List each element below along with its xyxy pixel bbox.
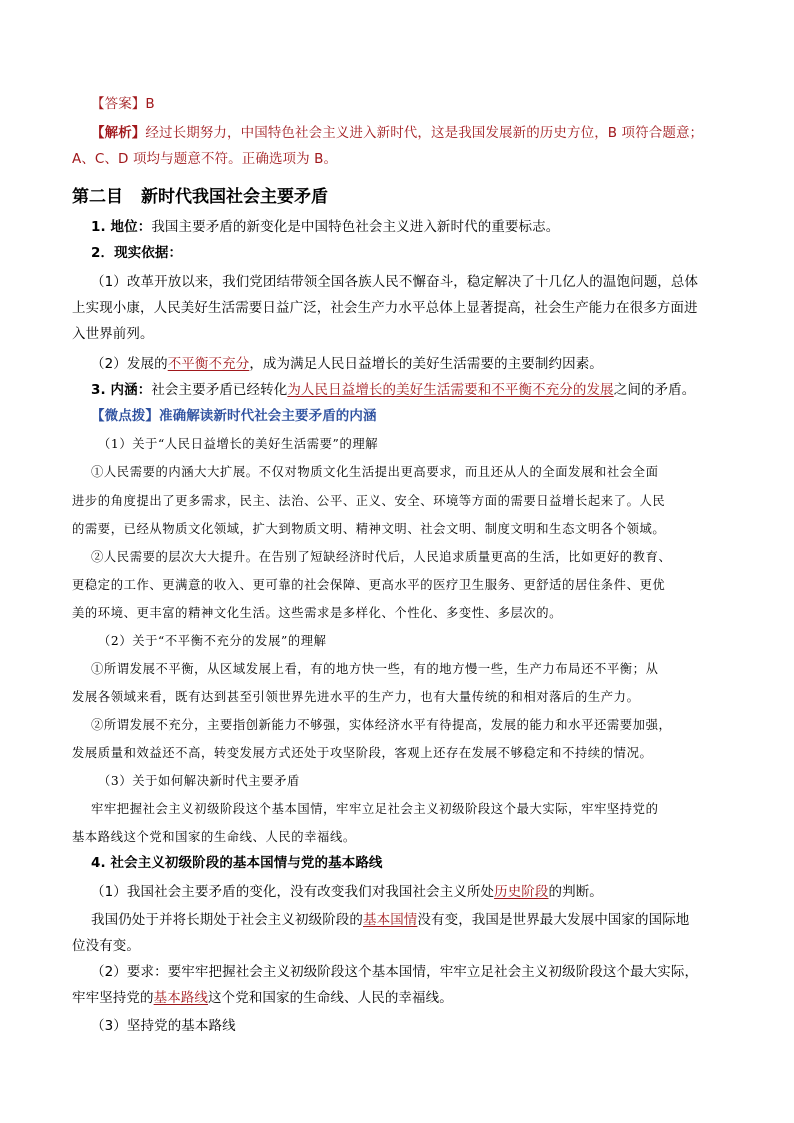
tip-2-b-line-2: 发展质量和效益还不高，转变发展方式还处于攻坚阶段，客观上还存在发展不够稳定和不持续的情况。 xyxy=(72,746,653,760)
point-2-2-post: ，成为满足人民日益增长的美好生活需要的主要制约因素。 xyxy=(249,356,603,372)
point-4-2-line-1: （2）要求：要牢牢把握社会主义初级阶段这个基本国情，牢牢立足社会主义初级阶段这个最大实际， xyxy=(91,964,699,980)
point-2-1-line-2: 上实现小康，人民美好生活需要日益广泛，社会生产力水平总体上显著提高，社会生产能力在很多方面进 xyxy=(72,300,698,316)
point-4-1-post: 的判断。 xyxy=(548,884,603,900)
analysis-line-1 xyxy=(72,123,747,143)
point-4-1b-line-2: 位没有变。 xyxy=(72,938,140,954)
point-4-3-head: （3）坚持党的基本路线 xyxy=(91,1018,236,1034)
tip-title: 准确解读新时代社会主要矛盾的内涵 xyxy=(159,408,377,424)
point-3-post: 之间的矛盾。 xyxy=(613,382,696,398)
tip-2-b-line-1: ②所谓发展不充分，主要指创新能力不够强，实体经济水平有待提高，发展的能力和水平还需要加强， xyxy=(91,718,672,732)
tip-2-a-line-1: ①所谓发展不平衡，从区域发展上看，有的地方快一些，有的地方慢一些，生产力布局还不平衡；从 xyxy=(91,662,659,676)
tip-1-a-line-3: 的需要，已经从物质文化领域，扩大到物质文明、精神文明、社会文明、制度文明和生态文明各个领域。 xyxy=(72,522,666,536)
tip-heading xyxy=(72,406,747,426)
point-4-2-post: 这个党和国家的生命线、人民的幸福线。 xyxy=(208,990,453,1006)
section-heading xyxy=(72,185,328,209)
tip-1-b-line-2: 更稳定的工作、更满意的收入、更可靠的社会保障、更高水平的医疗卫生服务、更舒适的居住条件、更优 xyxy=(72,578,666,592)
point-4-2-pre: 牢牢坚持党的 xyxy=(72,990,154,1006)
point-2-2 xyxy=(72,354,747,374)
point-4-1b-pre: 我国仍处于并将长期处于社会主义初级阶段的 xyxy=(91,912,363,928)
point-2-1-line-1: （1）改革开放以来，我们党团结带领全国各族人民不懈奋斗，稳定解决了十几亿人的温饱问题，总体 xyxy=(91,274,699,290)
tip-1-b-line-1: ②人民需要的层次大大提升。在告别了短缺经济时代后，人民追求质量更高的生活，比如更好的教育、 xyxy=(91,550,672,564)
point-4-1-key: 历史阶段 xyxy=(494,884,549,900)
section-number: 第二目 xyxy=(72,187,123,207)
tip-3-line-1: 牢牢把握社会主义初级阶段这个基本国情，牢牢立足社会主义初级阶段这个最大实际，牢牢坚持党的 xyxy=(91,802,659,816)
tip-label: 【微点拨】 xyxy=(91,408,159,424)
point-4-1b-key: 基本国情 xyxy=(363,912,418,928)
point-2-2-key: 不平衡不充分 xyxy=(167,356,250,372)
point-2-2-pre: （2）发展的 xyxy=(91,356,168,372)
analysis-label: 【解析】 xyxy=(91,125,146,141)
point-1-label: 1. 地位： xyxy=(91,219,152,235)
point-4-2-key: 基本路线 xyxy=(153,990,209,1006)
point-3 xyxy=(72,380,747,400)
analysis-line-2: A、C、D 项均与题意不符。正确选项为 B。 xyxy=(72,151,338,167)
point-4-2-line-2 xyxy=(72,988,728,1008)
answer-line xyxy=(72,94,747,114)
point-3-pre: 社会主要矛盾已经转化 xyxy=(151,382,288,398)
tip-1-a-line-1: ①人民需要的内涵大大扩展。不仅对物质文化生活提出更高要求，而且还从人的全面发展和社会全面 xyxy=(91,465,659,479)
analysis-text-1: 经过长期努力，中国特色社会主义进入新时代，这是我国发展新的历史方位，B 项符合题意； xyxy=(145,125,704,141)
point-3-key: 为人民日益增长的美好生活需要和不平衡不充分的发展 xyxy=(287,382,614,398)
tip-3-head: （3）关于如何解决新时代主要矛盾 xyxy=(98,774,300,788)
tip-2-a-line-2: 发展各领域来看，既有达到甚至引领世界先进水平的生产力，也有大量传统的和相对落后的生产力。 xyxy=(72,690,640,704)
point-4-title: 4. 社会主义初级阶段的基本国情与党的基本路线 xyxy=(91,855,383,871)
answer-label: 【答案】 xyxy=(91,96,146,112)
point-4-1b-post: 没有变，我国是世界最大发展中国家的国际地 xyxy=(417,912,690,928)
tip-1-head: （1）关于“人民日益增长的美好生活需要”的理解 xyxy=(98,437,379,451)
tip-2-head: （2）关于“不平衡不充分的发展”的理解 xyxy=(98,634,327,648)
point-3-label: 3. 内涵： xyxy=(91,382,152,398)
point-4-1b-line-1 xyxy=(72,910,747,930)
point-2-1-line-3: 入世界前列。 xyxy=(72,326,154,342)
point-4-1-pre: （1）我国社会主要矛盾的变化，没有改变我们对我国社会主义所处 xyxy=(91,884,495,900)
point-2-label: 2．现实依据： xyxy=(91,245,183,261)
section-title: 新时代我国社会主要矛盾 xyxy=(141,187,328,207)
point-1-text: 我国主要矛盾的新变化是中国特色社会主义进入新时代的重要标志。 xyxy=(151,219,560,235)
tip-1-b-line-3: 美的环境、更丰富的精神文化生活。这些需求是多样化、个性化、多变性、多层次的。 xyxy=(72,606,563,620)
answer-value: B xyxy=(145,96,155,112)
tip-1-a-line-2: 进步的角度提出了更多需求，民主、法治、公平、正义、安全、环境等方面的需要日益增长起来了。人民 xyxy=(72,494,666,508)
point-1 xyxy=(72,217,747,237)
point-4-1 xyxy=(72,882,747,902)
tip-3-line-2: 基本路线这个党和国家的生命线、人民的幸福线。 xyxy=(72,830,356,844)
